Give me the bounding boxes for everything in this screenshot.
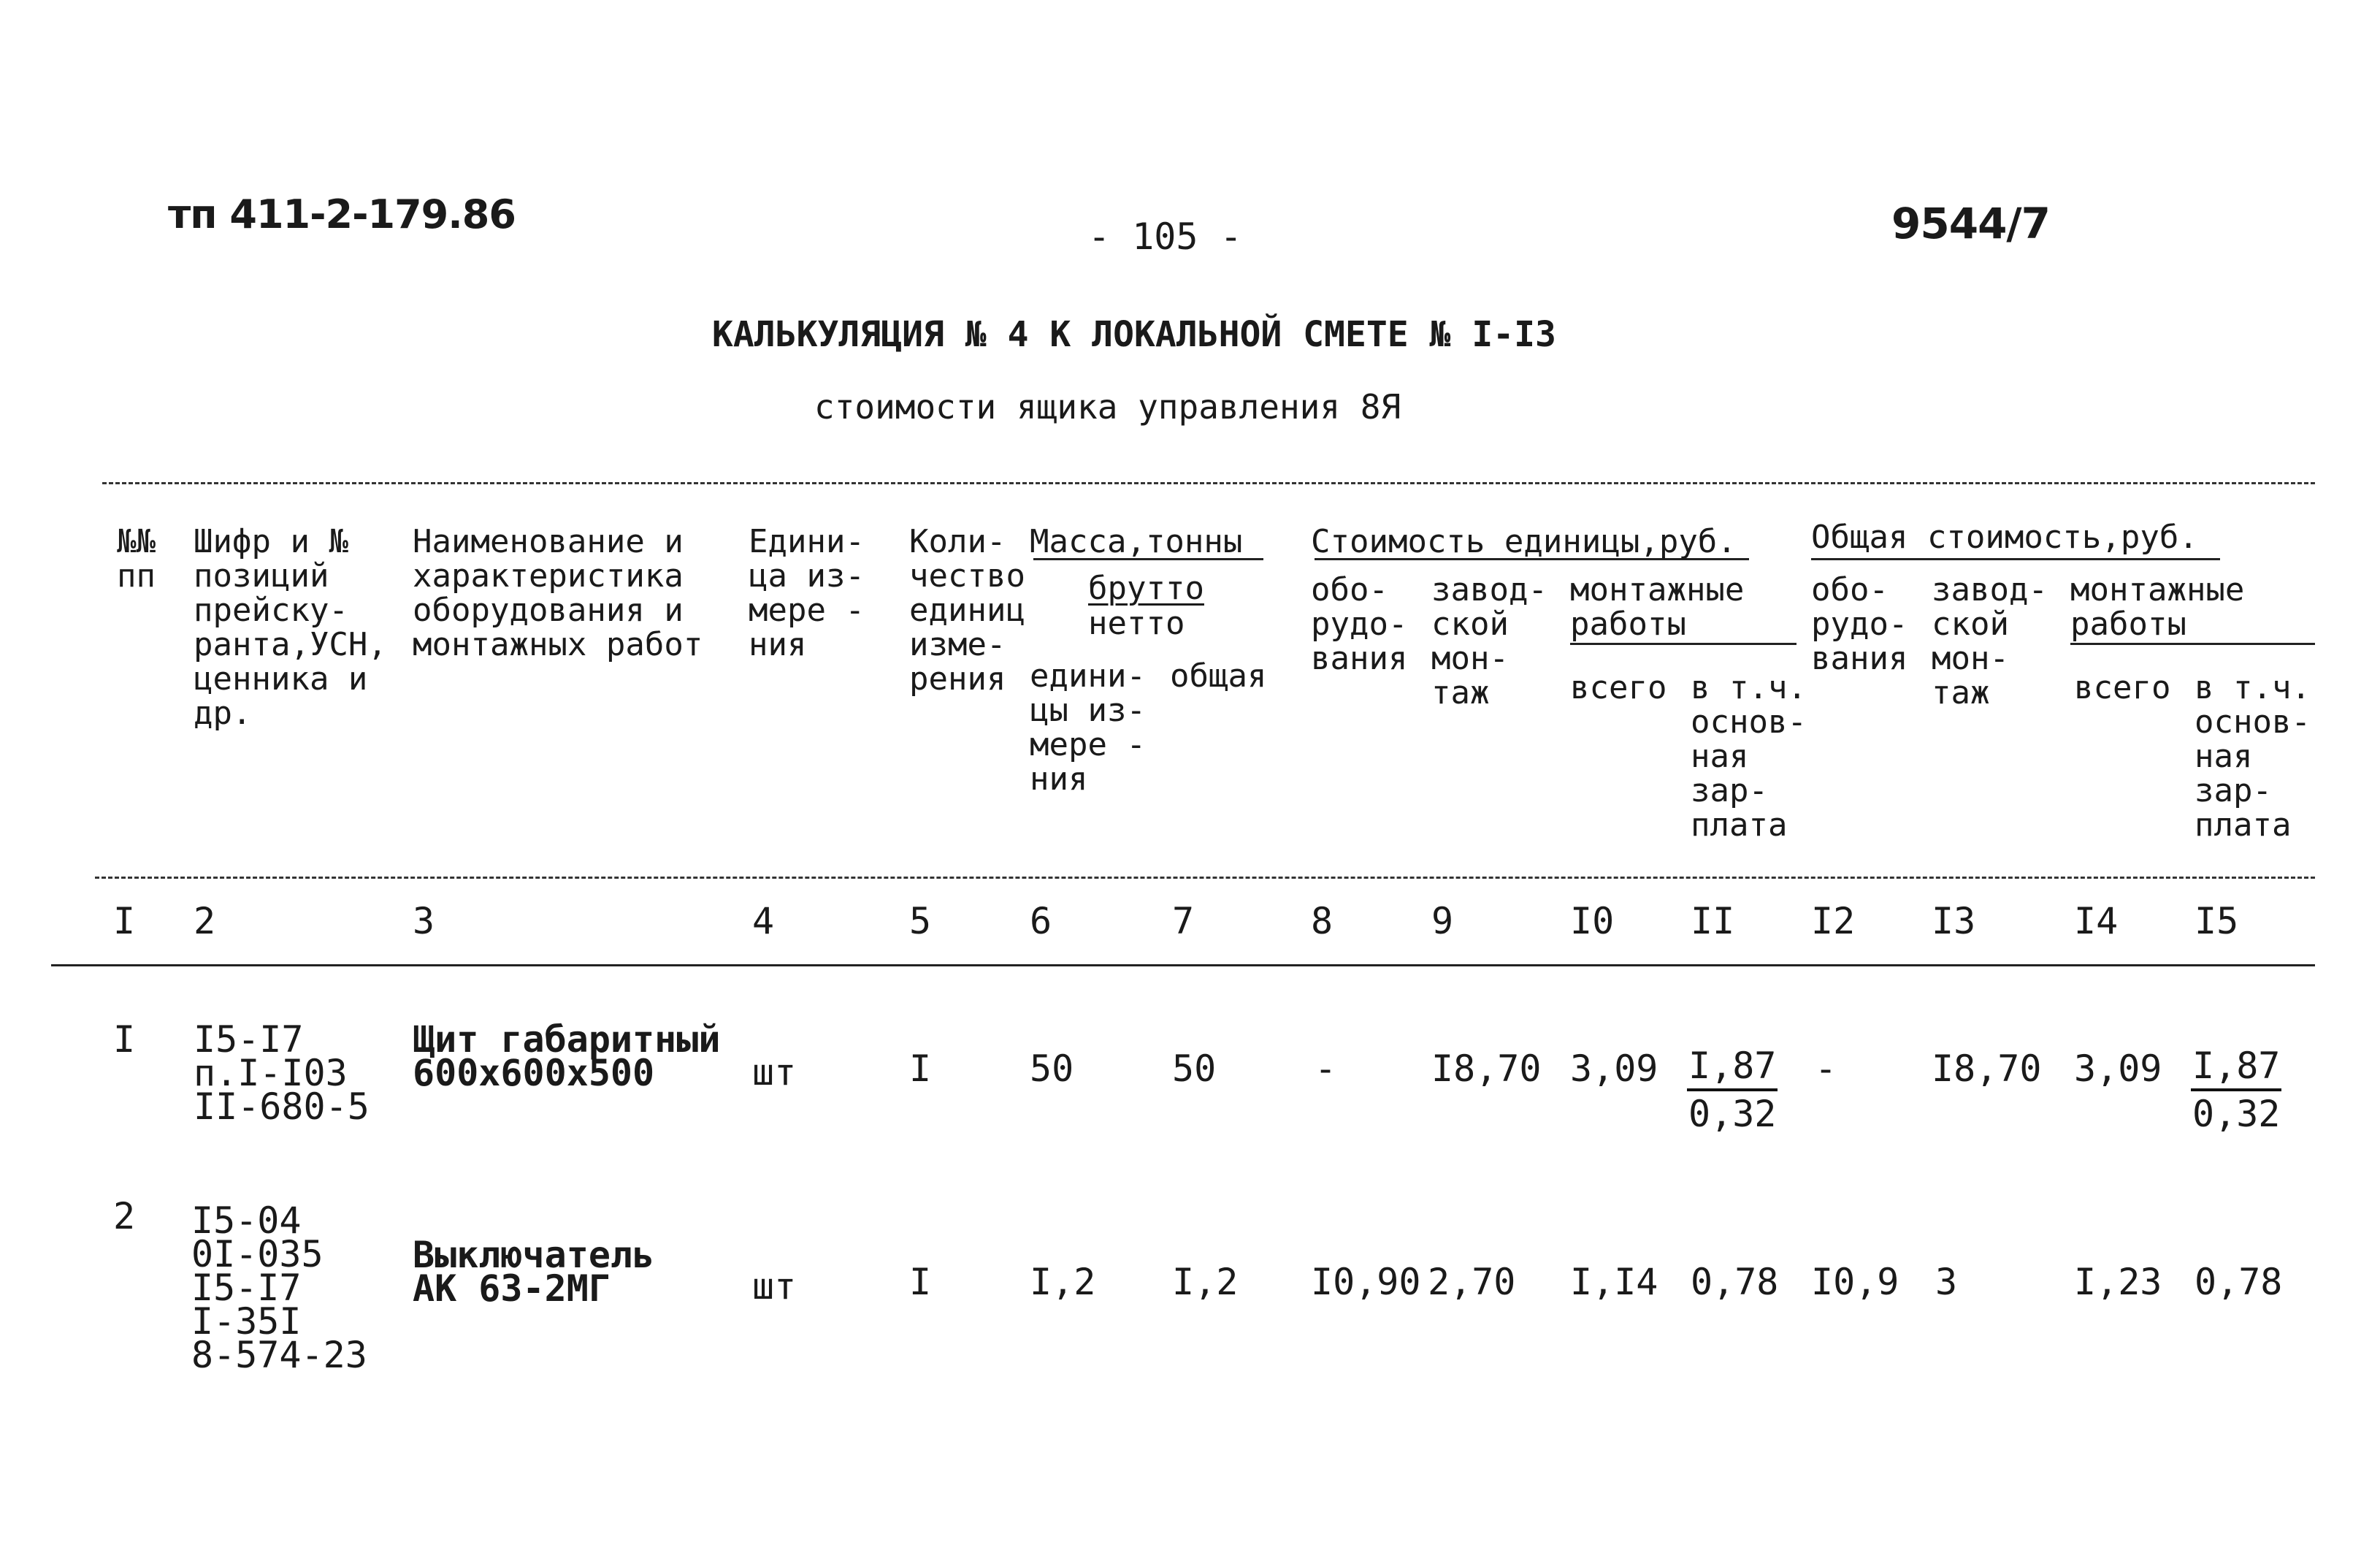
row-mass-total: I,2 xyxy=(1172,1261,1239,1303)
column-number: 6 xyxy=(1030,900,1052,942)
column-numbers-rule xyxy=(51,964,2315,966)
row-unit-wage: 0,78 xyxy=(1691,1261,1779,1303)
table-top-rule xyxy=(102,482,2315,484)
total-install-underline xyxy=(2070,643,2315,645)
header-unit-wage: в т.ч. основ- ная зар- плата xyxy=(1691,669,1807,844)
row-total-equipment: I0,9 xyxy=(1811,1261,1899,1303)
column-number: 5 xyxy=(909,900,932,942)
header-col-code: Шифр и № позиций прейску- ранта,УСН, ценника и др. xyxy=(194,523,387,732)
header-unit-install: монтажные работы xyxy=(1570,571,1745,643)
header-total-factory: завод- ской мон- таж xyxy=(1932,571,2048,711)
column-number: II xyxy=(1691,900,1735,942)
row-total-install-total: I,23 xyxy=(2074,1261,2162,1303)
header-col-no: №№ пп xyxy=(117,523,156,595)
column-number: I xyxy=(113,900,136,942)
document-subtitle: стоимости ящика управления 8Я xyxy=(814,387,1401,427)
column-number: I4 xyxy=(2074,900,2119,942)
column-number: 3 xyxy=(413,900,435,942)
header-total-install: монтажные работы xyxy=(2070,571,2245,643)
header-unit-factory: завод- ской мон- таж xyxy=(1431,571,1547,711)
row-item-name: Выключатель АК 63-2МГ xyxy=(413,1234,655,1310)
row-mass-unit: I,2 xyxy=(1030,1261,1096,1303)
header-col-unit: Едини- ца из- мере - ния xyxy=(749,523,865,663)
header-total-install-total: всего xyxy=(2074,669,2171,706)
row-unit-factory: I8,70 xyxy=(1431,1047,1542,1090)
row-item-name: Щит габаритный 600х600х500 xyxy=(413,1018,721,1094)
total-cost-underline xyxy=(1811,558,2220,560)
row-code: I5-04 0I-035 I5-I7 I-35I 8-574-23 xyxy=(191,1199,367,1376)
row-mass-total: 50 xyxy=(1172,1047,1217,1090)
header-unit-install-total: всего xyxy=(1570,669,1667,706)
row-unit-install-total: 3,09 xyxy=(1570,1047,1658,1090)
document-code: тп 411-2-179.86 xyxy=(168,191,516,237)
row-total-install-total: 3,09 xyxy=(2074,1047,2162,1090)
row-unit-install-total: I,I4 xyxy=(1570,1261,1658,1303)
header-col-name: Наименование и характеристика оборудования и монтажных работ xyxy=(413,523,703,663)
row-total-wage: $\frac{I,87}{0,32}$ xyxy=(2192,1045,2281,1135)
header-unit-equipment: обо- рудо- вания xyxy=(1311,571,1408,677)
document-title: КАЛЬКУЛЯЦИЯ № 4 К ЛОКАЛЬНОЙ СМЕТЕ № I-I3 xyxy=(712,314,1556,355)
row-unit: шт xyxy=(752,1265,797,1308)
header-mass-netto: нетто xyxy=(1088,605,1185,642)
header-total-wage: в т.ч. основ- ная зар- плата xyxy=(2195,669,2311,844)
archive-number: 9544/7 xyxy=(1891,199,2050,248)
column-number: I0 xyxy=(1570,900,1615,942)
row-unit-equipment: - xyxy=(1315,1047,1337,1090)
column-number: 9 xyxy=(1431,900,1454,942)
row-quantity: I xyxy=(909,1047,932,1090)
unit-install-underline xyxy=(1570,643,1797,645)
header-col-quantity: Коли- чество единиц изме- рения xyxy=(909,523,1025,698)
row-total-equipment: - xyxy=(1815,1047,1837,1090)
header-bottom-rule xyxy=(95,877,2315,879)
row-total-factory: I8,70 xyxy=(1932,1047,2042,1090)
row-unit-wage: $\frac{I,87}{0,32}$ xyxy=(1688,1045,1777,1135)
row-quantity: I xyxy=(909,1261,932,1303)
header-total-equipment: обо- рудо- вания xyxy=(1811,571,1908,677)
column-number: 7 xyxy=(1172,900,1195,942)
header-mass-group: Масса,тонны xyxy=(1030,523,1243,560)
header-col-mass-unit: едини- цы из- мере - ния xyxy=(1030,657,1146,798)
row-mass-unit: 50 xyxy=(1030,1047,1074,1090)
row-total-factory: 3 xyxy=(1935,1261,1958,1303)
row-total-wage: 0,78 xyxy=(2195,1261,2283,1303)
column-number: I2 xyxy=(1811,900,1856,942)
row-code: I5-I7 п.I-I03 II-680-5 xyxy=(194,1018,370,1128)
row-number: 2 xyxy=(113,1195,136,1237)
row-unit: шт xyxy=(752,1051,797,1094)
header-unit-cost-group: Стоимость единицы,руб. xyxy=(1311,523,1737,560)
column-number: I3 xyxy=(1932,900,1976,942)
column-number: 2 xyxy=(194,900,216,942)
header-mass-brutto: брутто xyxy=(1088,570,1204,607)
column-number: 8 xyxy=(1311,900,1334,942)
column-number: I5 xyxy=(2195,900,2239,942)
row-unit-factory: 2,70 xyxy=(1428,1261,1516,1303)
page-number: - 105 - xyxy=(1088,215,1242,258)
row-unit-equipment: I0,90 xyxy=(1311,1261,1421,1303)
row-number: I xyxy=(113,1018,136,1061)
header-col-mass-total: общая xyxy=(1170,657,1267,695)
header-total-cost-group: Общая стоимость,руб. xyxy=(1811,519,2198,556)
column-number: 4 xyxy=(752,900,775,942)
